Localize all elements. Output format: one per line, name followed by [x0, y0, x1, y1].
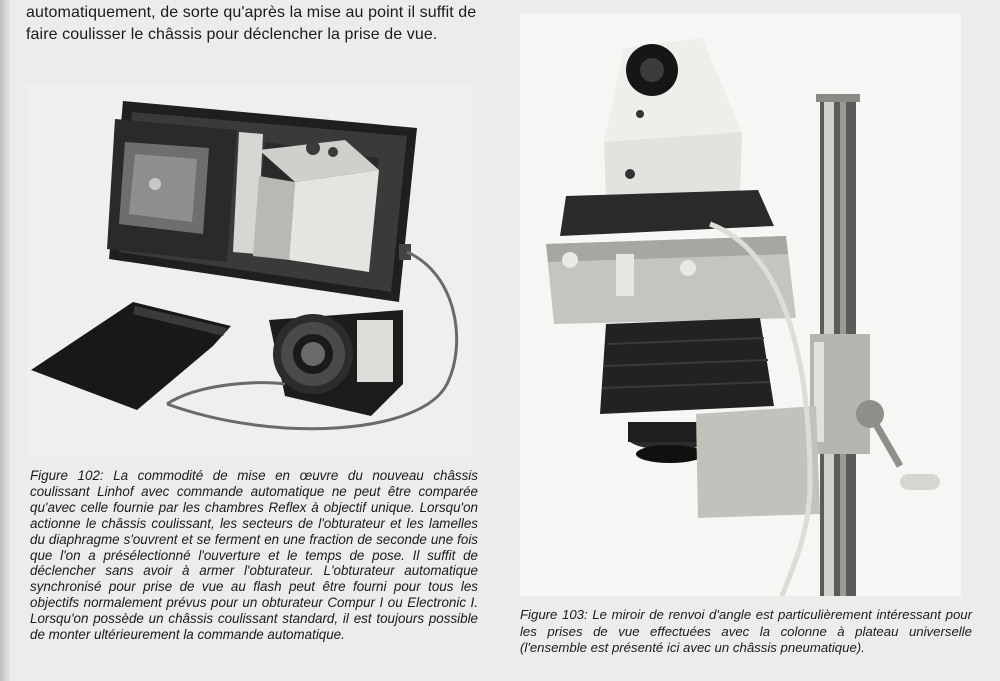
figure-103-caption-text: Le miroir de renvoi d'angle est particulièrement intéressant pour les prises de vue effectuées avec la colonne à plateau universelle (l'ensemble est présenté ici avec un châssis pneumatique).: [520, 607, 973, 655]
figure-102-caption: [30, 468, 478, 643]
figure-103-label: Figure 103:: [520, 607, 588, 622]
figure-102-caption-text: La commodité de mise en œuvre du nouveau châssis coulissant Linhof avec commande automatique ne peut être comparée qu'avec celle fournie par les chambres Reflex à objectif unique. Lorsqu'on actionne le châssis coulissant, les secteurs de l'obturateur et les lamelles du diaphragme s'ouvrent et se ferment en une fraction de seconde une fois que l'on a présélectionné l'ouverture et le temps de pose. Il suffit de déclencher sans avoir à armer l'obturateur. L'obturateur automatique synchronisé pour prise de vue au flash peut être fourni pour tous les objectifs normalement prévus pour un obturateur Compur I ou Electronic I. Lorsqu'on possède un châssis coulissant standard, il est toujours possible de monter ultérieurement la commande automatique.: [30, 468, 478, 643]
figure-103-caption: [520, 607, 972, 657]
page-edge-shadow: [0, 0, 10, 681]
figure-102-label: Figure 102:: [30, 468, 104, 483]
figure-102-photo: [27, 84, 473, 456]
intro-paragraph: automatiquement, de sorte qu'après la mise au point il suffit de faire coulisser le châssis pour déclencher la prise de vue.: [26, 4, 477, 43]
figure-103-photo: [520, 14, 961, 596]
